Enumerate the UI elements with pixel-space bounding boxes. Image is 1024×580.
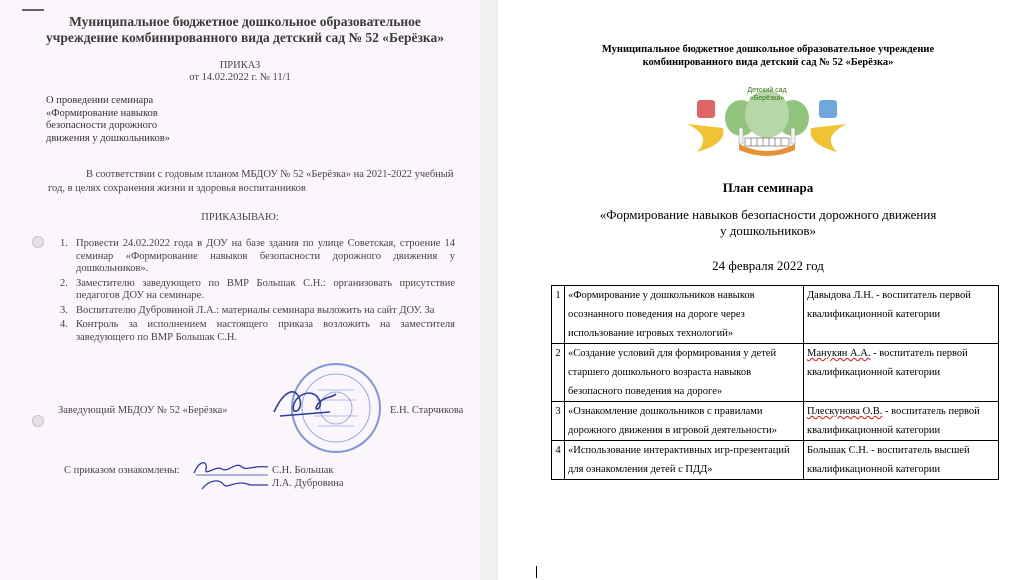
order-date: от 14.02.2022 г. № 11/1: [189, 72, 291, 83]
plan-date: 24 февраля 2022 год: [712, 258, 824, 273]
order-title: ПРИКАЗ: [219, 60, 261, 71]
row-presenter: [804, 344, 999, 402]
order-command: ПРИКАЗЫВАЮ:: [201, 212, 279, 223]
order-item-number: 1.: [60, 238, 68, 249]
punch-hole: [32, 236, 44, 248]
order-organization-name: Муниципальное бюджетное дошкольное образовательное учреждение комбинированного вида детский сад № 52 «Берёзка»: [46, 14, 444, 45]
row-topic: «Ознакомление дошкольников с правилами дорожного движения в игровой деятельности»: [565, 402, 804, 441]
row-number: 1: [552, 286, 565, 344]
acquainted-label: С приказом ознакомлены:: [64, 465, 180, 476]
row-presenter: [804, 286, 999, 344]
row-number: 2: [552, 344, 565, 402]
plan-theme-line: у дошкольников»: [720, 222, 816, 238]
order-item: [60, 305, 455, 318]
plan-organization-name: Муниципальное бюджетное дошкольное образовательное учреждение комбинированного вида детский сад № 52 «Берёзка»: [601, 44, 935, 68]
row-number: 3: [552, 402, 565, 441]
plan-title: План семинара: [722, 180, 814, 195]
order-item-text: Контроль за исполнением настоящего приказа возложить на заместителя заведующего по ВМР Большак С.Н.: [76, 319, 455, 343]
director-signature: [270, 382, 340, 422]
table-row: [552, 402, 999, 441]
order-item: [60, 238, 455, 276]
scan-corner-mark: [22, 9, 44, 11]
kindergarten-logo-image: [683, 78, 851, 160]
row-topic: «Использование интерактивных игр-презентаций для ознакомления детей с ПДД»: [565, 441, 804, 480]
signer-title: Заведующий МБДОУ № 52 «Берёзка»: [58, 405, 228, 416]
presenter-role: - воспитатель первой квалификационной категории: [807, 290, 971, 320]
order-item: [60, 278, 455, 303]
subject-line: «Формирование навыков: [46, 107, 158, 119]
row-presenter: [804, 441, 999, 480]
logo-caption-line: «Берёзка»: [749, 95, 785, 102]
plan-theme-line: «Формирование навыков безопасности дорожного движения: [599, 207, 937, 222]
order-preamble: В соответствии с годовым планом МБДОУ № 52 «Берёзка» на 2021-2022 учебный год, в целях сохранения жизни и здоровья воспитанников: [48, 169, 454, 194]
order-item-number: 3.: [60, 304, 68, 316]
presenter-name: Плескунова О.В.: [807, 406, 883, 417]
presenter-role: - воспитатель первой квалификационной категории: [807, 406, 980, 436]
plan-theme: [558, 207, 978, 238]
logo-caption-line: Детский сад: [747, 87, 787, 94]
presenter-role: - воспитатель первой квалификационной категории: [807, 348, 968, 378]
table-row: [552, 344, 999, 402]
row-number: 4: [552, 441, 565, 480]
row-presenter: [804, 402, 999, 441]
text-cursor: [536, 566, 537, 578]
acquainted-name: Л.А. Дубровина: [272, 478, 344, 489]
acquainted-name: С.Н. Большак: [272, 465, 334, 476]
subject-line: безопасности дорожного: [46, 120, 158, 131]
punch-hole: [32, 415, 44, 427]
scanned-order-page: [0, 0, 480, 580]
order-subject: [46, 95, 216, 145]
page-gap: [480, 0, 498, 580]
table-row: [552, 441, 999, 480]
order-item-number: 2.: [60, 277, 68, 289]
subject-line: О проведении семинара: [46, 95, 154, 106]
signer-name: Е.Н. Старчикова: [390, 405, 464, 416]
subject-line: движения у дошкольников»: [46, 132, 170, 144]
seminar-plan-table: [551, 285, 999, 480]
order-items-list: [60, 238, 455, 346]
seminar-plan-page: [498, 0, 1024, 580]
row-topic: «Формирование у дошкольников навыков осознанного поведения на дороге через использование игровых технологий»: [565, 286, 804, 344]
order-item-number: 4.: [60, 319, 68, 330]
order-item-text: Провести 24.02.2022 года в ДОУ на базе здания по улице Советская, строение 14 семинар «Формирование навыков безопасности дорожного движения у дошкольников».: [76, 238, 455, 274]
presenter-name: Большак С.Н.: [807, 445, 869, 456]
order-item-text: Заместителю заведующего по ВМР Большак С.Н.: организовать присутствие педагогов ДОУ на семинаре.: [76, 277, 455, 301]
order-item-text: Воспитателю Дубровиной Л.А.: материалы семинара выложить на сайт ДОУ. За: [76, 304, 435, 316]
table-row: [552, 286, 999, 344]
order-item: [60, 319, 455, 344]
presenter-name: Давыдова Л.Н.: [807, 290, 874, 301]
presenter-role: - воспитатель высшей квалификационной категории: [807, 445, 970, 475]
presenter-name: Манукян А.А.: [807, 348, 871, 359]
row-topic: «Создание условий для формирования у детей старшего дошкольного возраста навыков безопасного поведения на дороге»: [565, 344, 804, 402]
acquaintance-signatures: [190, 455, 270, 493]
